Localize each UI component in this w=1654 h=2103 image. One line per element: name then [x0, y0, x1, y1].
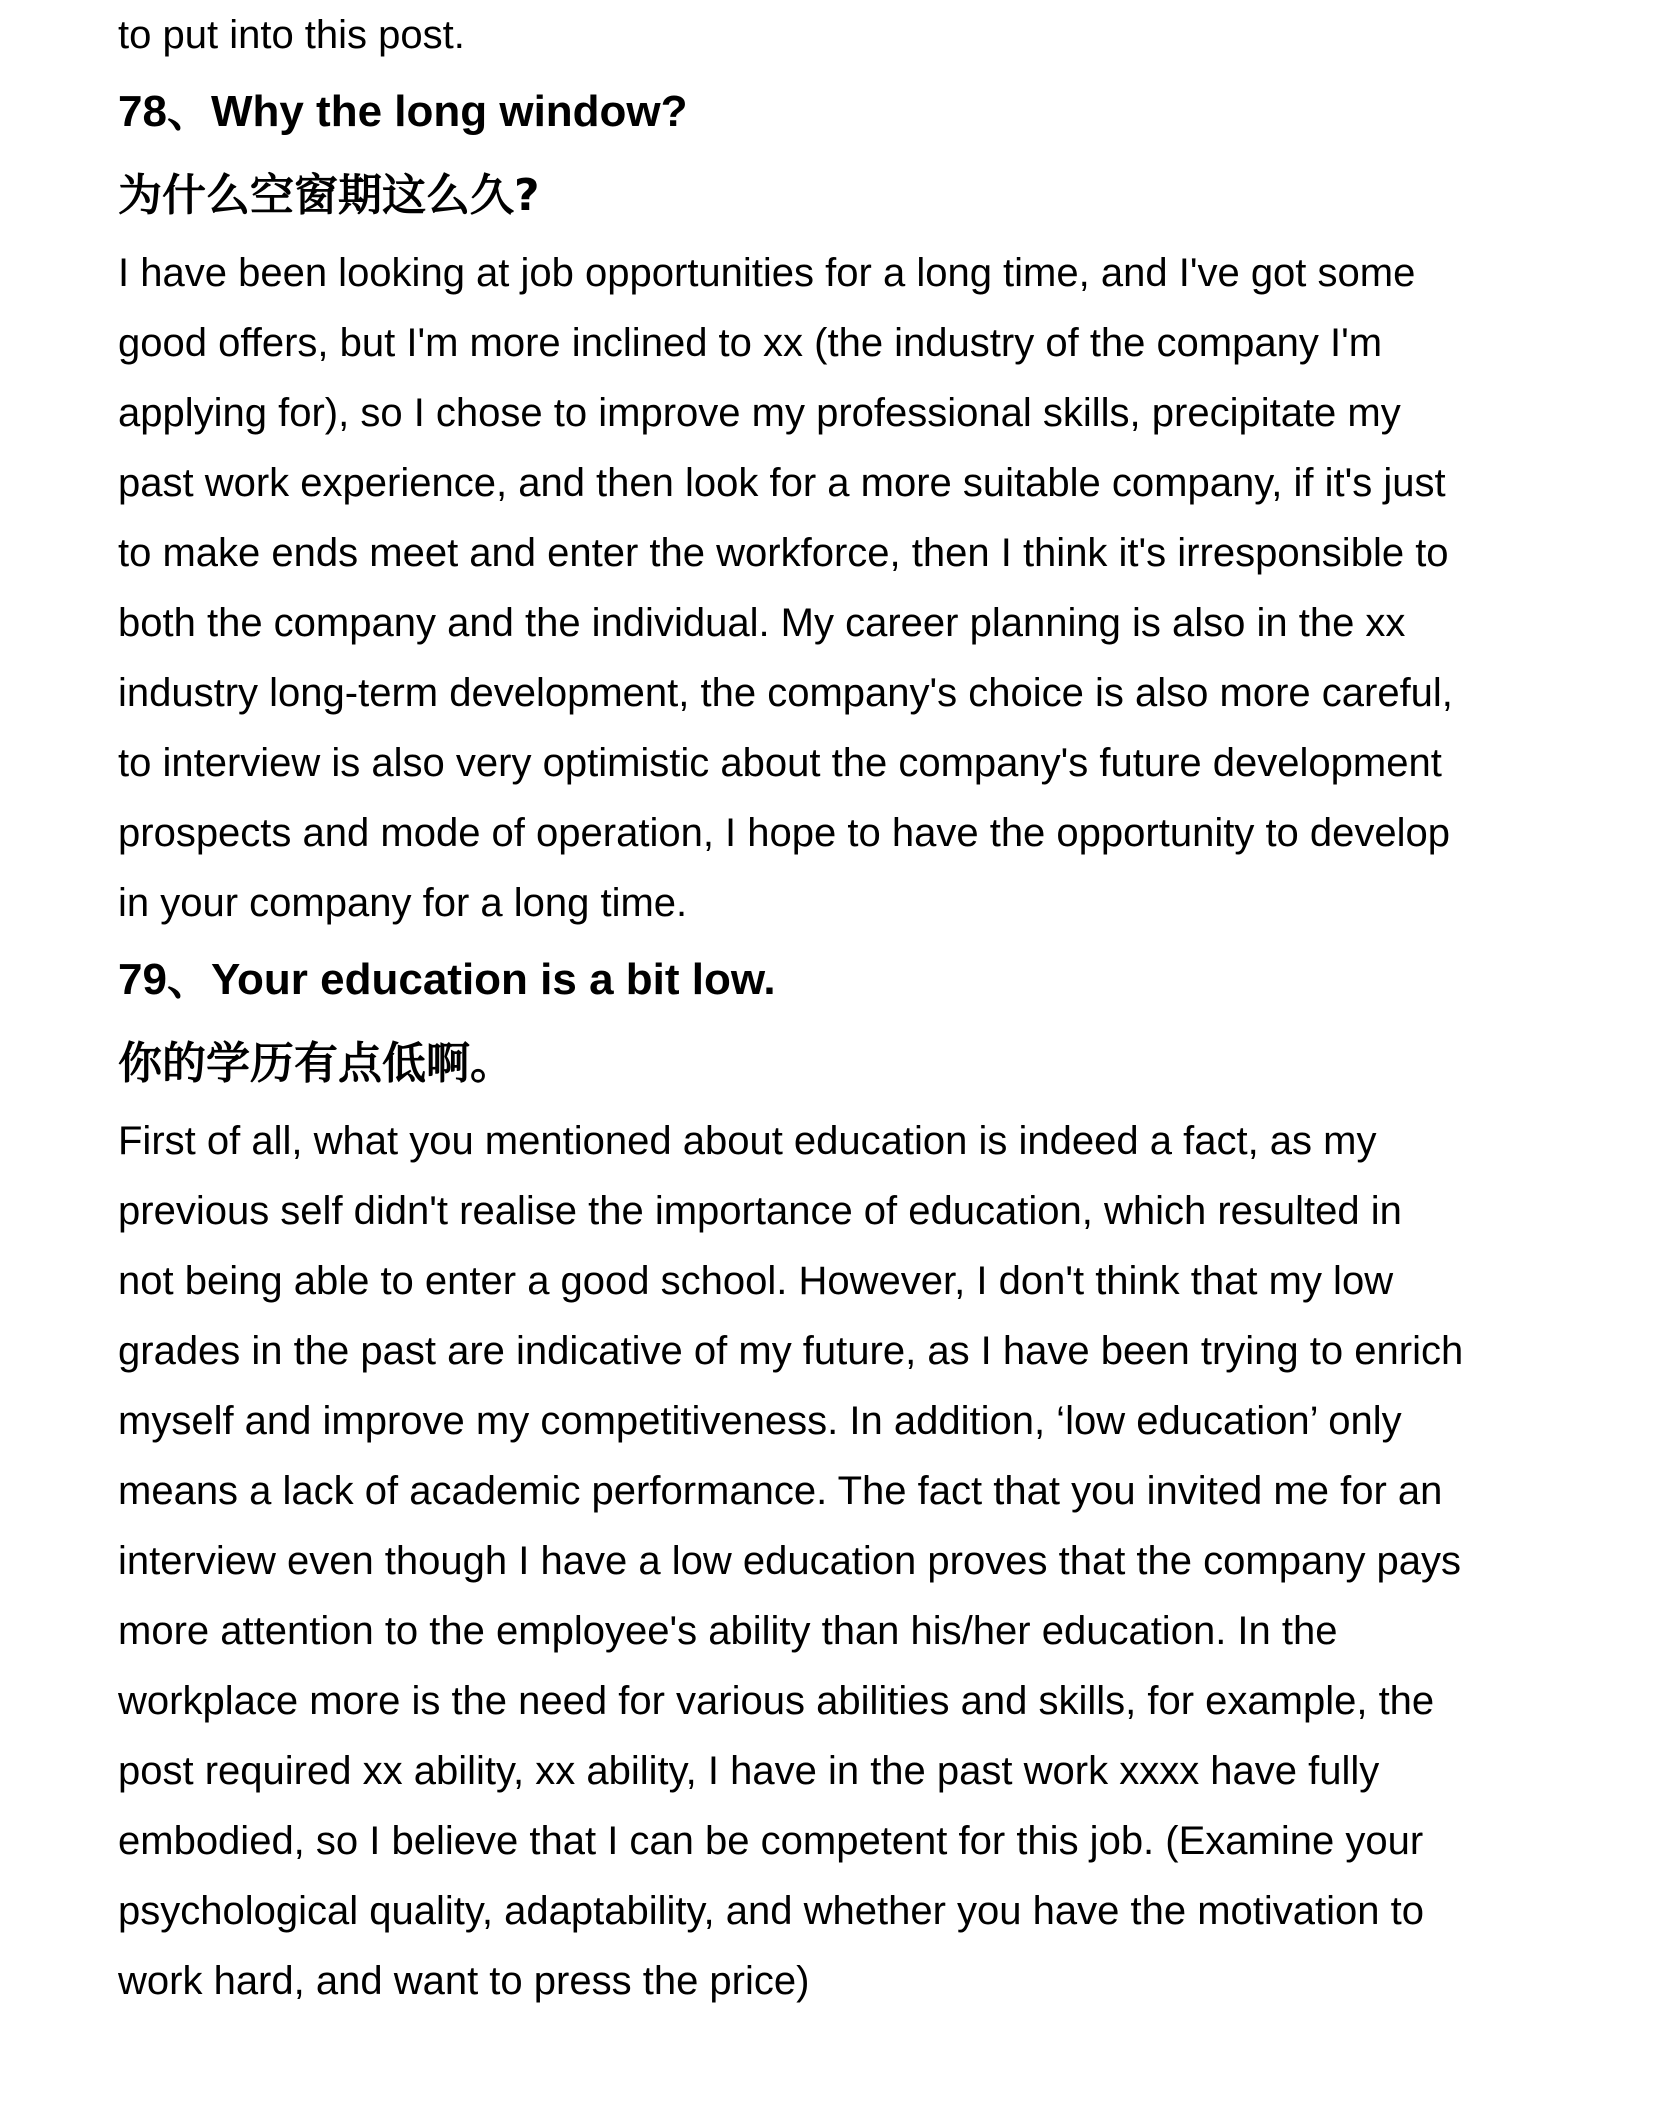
body-line: applying for), so I chose to improve my professional skills, precipitate my — [118, 391, 1401, 435]
intro-text — [118, 0, 1538, 70]
body-line: grades in the past are indicative of my future, as I have been trying to enrich — [118, 1329, 1464, 1373]
body-line: past work experience, and then look for a more suitable company, if it's just — [118, 461, 1446, 505]
body-line: good offers, but I'm more inclined to xx (the industry of the company I'm — [118, 321, 1383, 365]
document-page — [118, 0, 1538, 2016]
body-line: embodied, so I believe that I can be competent for this job. (Examine your — [118, 1819, 1424, 1863]
section-79-title-zh: 你的学历有点低啊。 — [118, 1038, 514, 1089]
body-line: interview even though I have a low education proves that the company pays — [118, 1539, 1462, 1583]
body-line: post required xx ability, xx ability, I have in the past work xxxx have fully — [118, 1749, 1380, 1793]
body-line: previous self didn't realise the importance of education, which resulted in — [118, 1189, 1402, 1233]
body-line: more attention to the employee's ability than his/her education. In the — [118, 1609, 1338, 1653]
intro-line: to put into this post. — [118, 13, 465, 57]
section-78-title-zh: 为什么空窗期这么久? — [118, 170, 540, 221]
section-79 — [118, 938, 1538, 2016]
body-line: prospects and mode of operation, I hope to have the opportunity to develop — [118, 811, 1451, 855]
body-line: workplace more is the need for various abilities and skills, for example, the — [118, 1679, 1435, 1723]
body-line: in your company for a long time. — [118, 881, 688, 925]
body-line: means a lack of academic performance. The fact that you invited me for an — [118, 1469, 1443, 1513]
body-line: not being able to enter a good school. However, I don't think that my low — [118, 1259, 1394, 1303]
body-line: psychological quality, adaptability, and whether you have the motivation to — [118, 1889, 1424, 1933]
section-78-title-en: 78、Why the long window? — [118, 87, 688, 136]
body-line: work hard, and want to press the price) — [118, 1959, 810, 2003]
body-line: both the company and the individual. My career planning is also in the xx — [118, 601, 1406, 645]
section-79-body — [118, 1106, 1538, 2016]
body-line: I have been looking at job opportunities for a long time, and I've got some — [118, 251, 1416, 295]
section-78 — [118, 70, 1538, 938]
body-line: First of all, what you mentioned about education is indeed a fact, as my — [118, 1119, 1377, 1163]
section-79-title-en: 79、Your education is a bit low. — [118, 955, 776, 1004]
body-line: to make ends meet and enter the workforce, then I think it's irresponsible to — [118, 531, 1449, 575]
body-line: myself and improve my competitiveness. In addition, ‘low education’ only — [118, 1399, 1402, 1443]
section-78-body — [118, 238, 1538, 938]
body-line: to interview is also very optimistic about the company's future development — [118, 741, 1442, 785]
body-line: industry long-term development, the company's choice is also more careful, — [118, 671, 1453, 715]
